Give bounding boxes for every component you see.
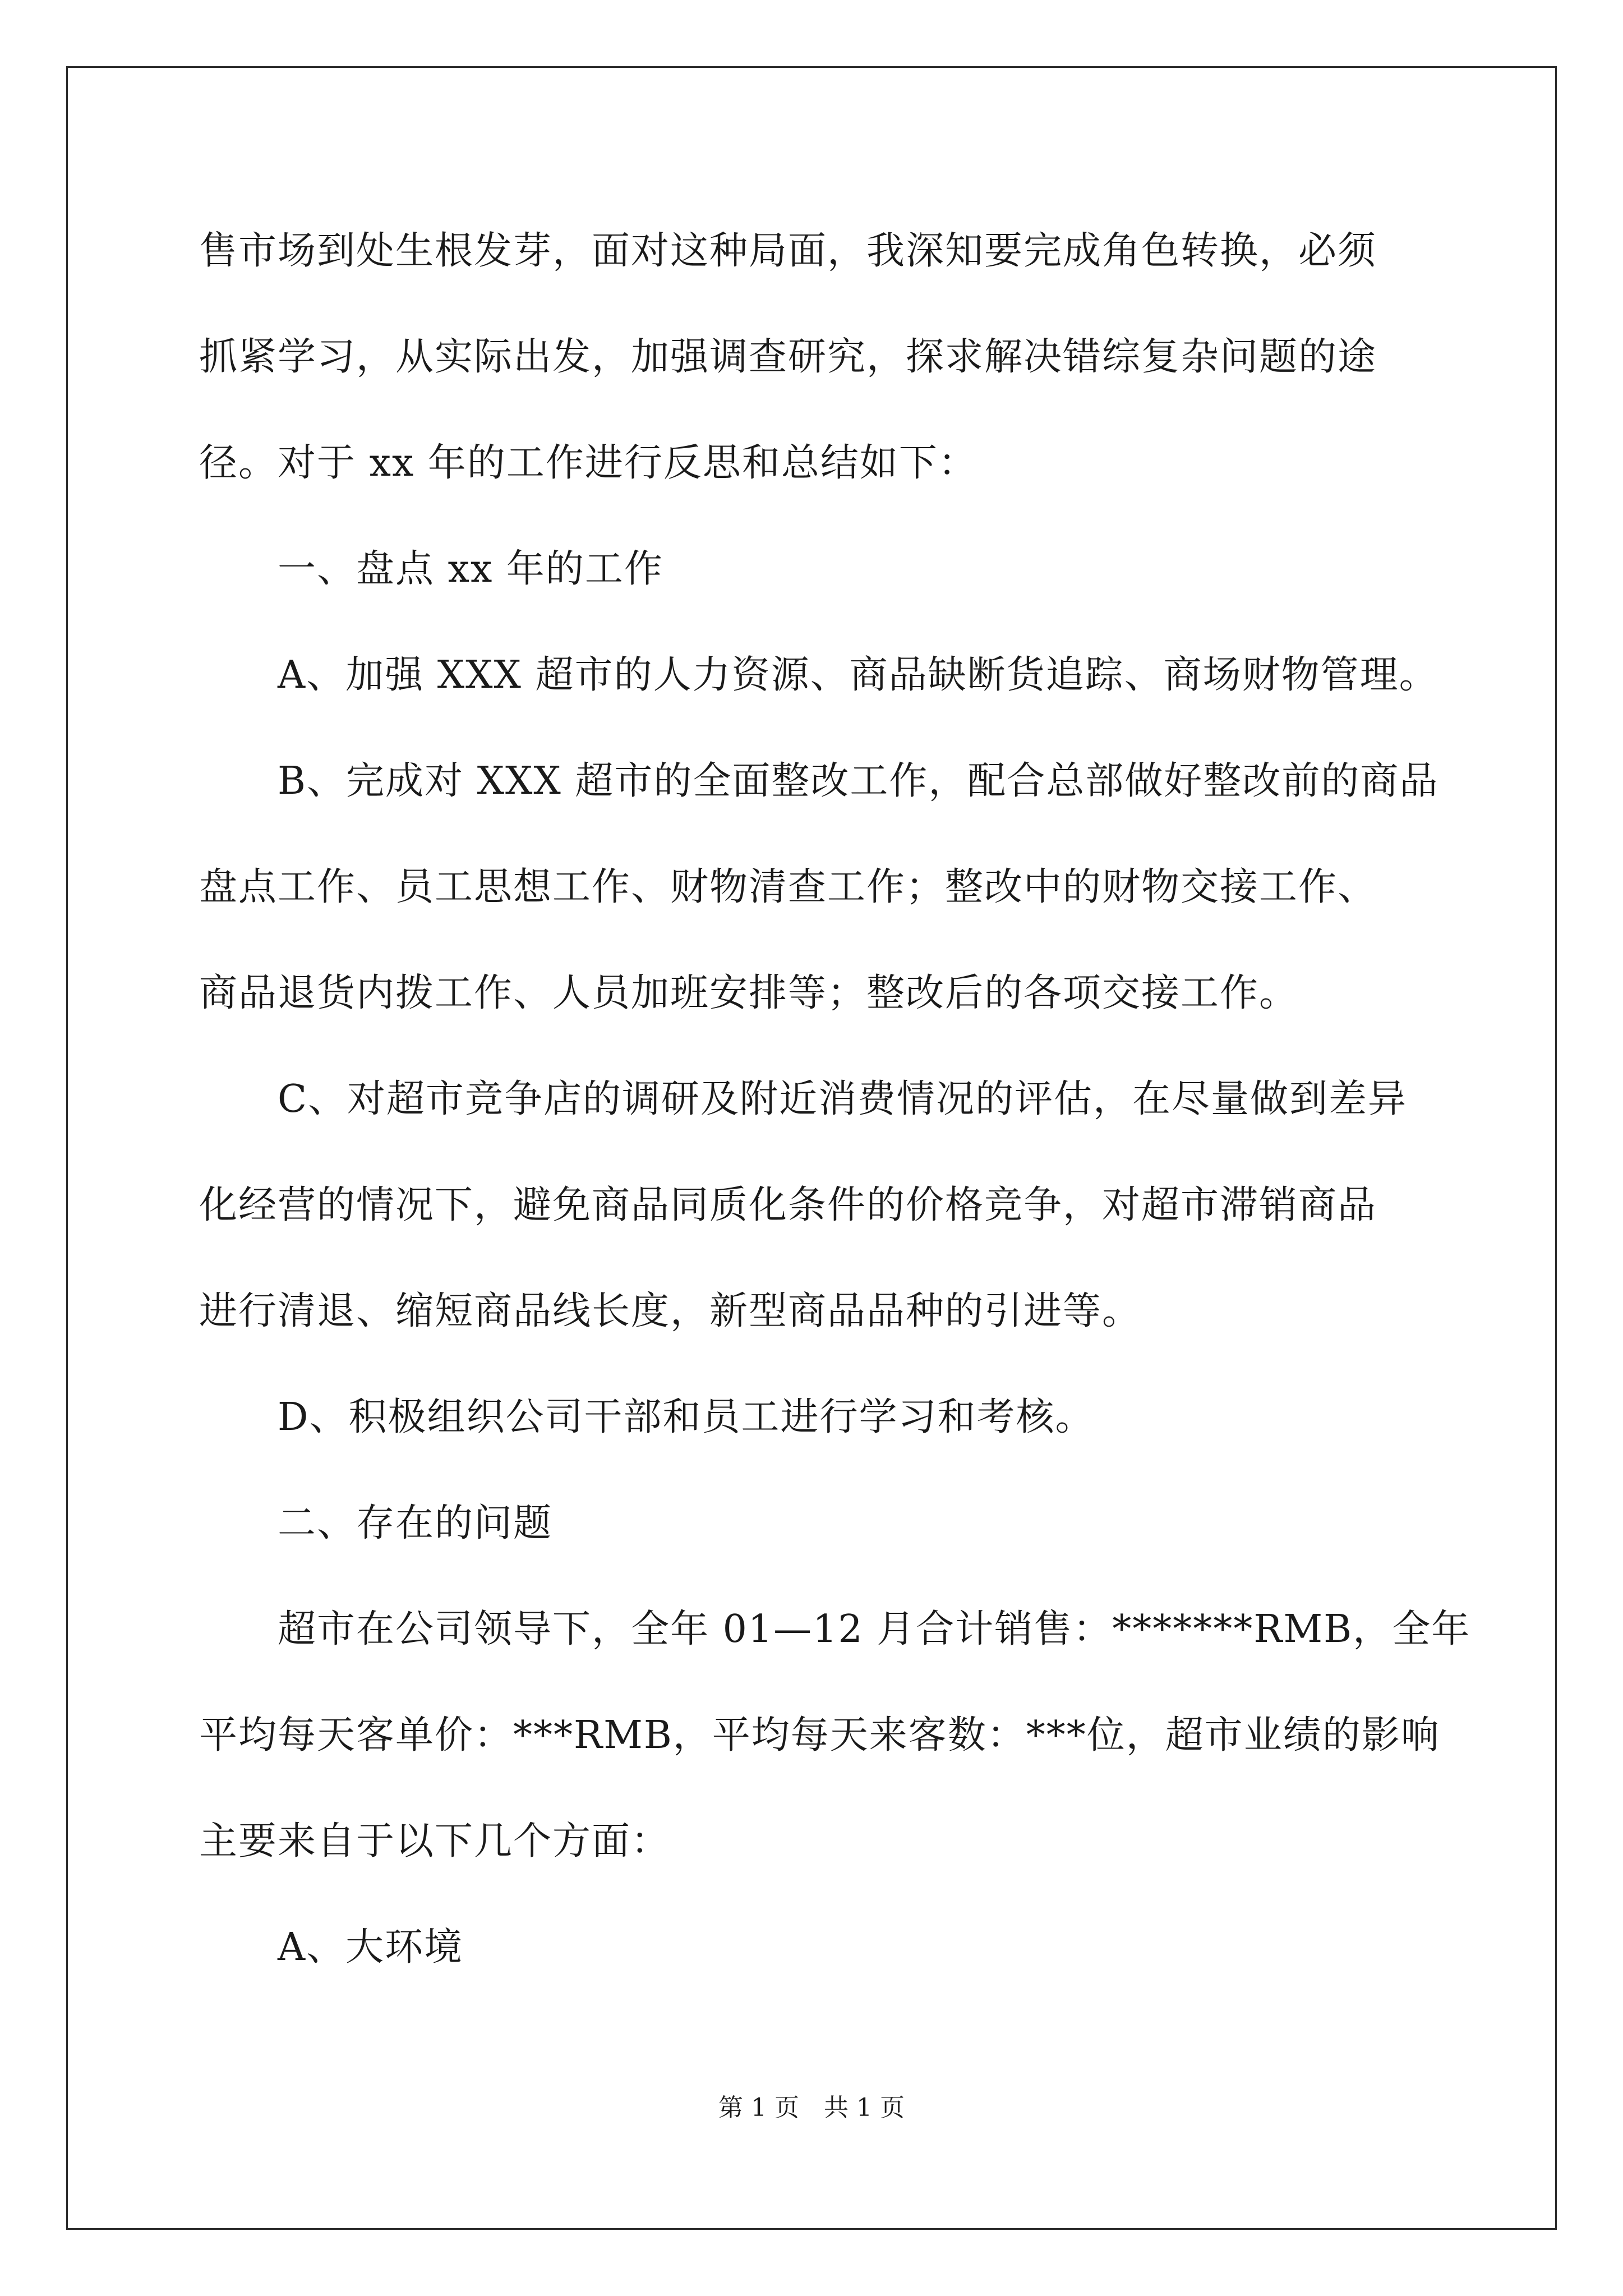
text-line: 进行清退、缩短商品线长度，新型商品品种的引进等。 — [199, 1289, 1142, 1333]
text-line: 抓紧学习，从实际出发，加强调查研究，探求解决错综复杂问题的途 — [199, 335, 1377, 379]
text-line: B、完成对 XXX 超市的全面整改工作，配合总部做好整改前的商品 — [278, 759, 1439, 803]
text-line: 径。对于 xx 年的工作进行反思和总结如下： — [199, 441, 978, 485]
section-heading: 二、存在的问题 — [278, 1501, 553, 1545]
subsection-heading: A、大环境 — [278, 1925, 464, 1970]
text-line: 商品退货内拨工作、人员加班安排等；整改后的各项交接工作。 — [199, 971, 1299, 1015]
text-line: A、加强 XXX 超市的人力资源、商品缺断货追踪、商场财物管理。 — [278, 653, 1438, 697]
section-heading: 一、盘点 xx 年的工作 — [278, 547, 663, 591]
text-line: 平均每天客单价：***RMB，平均每天来客数：***位，超市业绩的影响 — [199, 1713, 1440, 1757]
text-line: 主要来自于以下几个方面： — [199, 1819, 671, 1864]
text-line: D、积极组织公司干部和员工进行学习和考核。 — [278, 1395, 1095, 1439]
page-number: 第 1 页 共 1 页 — [718, 2093, 905, 2122]
text-line: 售市场到处生根发芽，面对这种局面，我深知要完成角色转换，必须 — [199, 229, 1377, 273]
text-line: 化经营的情况下，避免商品同质化条件的价格竞争，对超市滞销商品 — [199, 1183, 1377, 1227]
document-body — [199, 218, 1471, 2020]
text-line: C、对超市竞争店的调研及附近消费情况的评估，在尽量做到差异 — [278, 1077, 1408, 1121]
text-line: 超市在公司领导下，全年 01—12 月合计销售：*******RMB，全年 — [278, 1607, 1471, 1651]
text-line: 盘点工作、员工思想工作、财物清查工作；整改中的财物交接工作、 — [199, 865, 1377, 909]
